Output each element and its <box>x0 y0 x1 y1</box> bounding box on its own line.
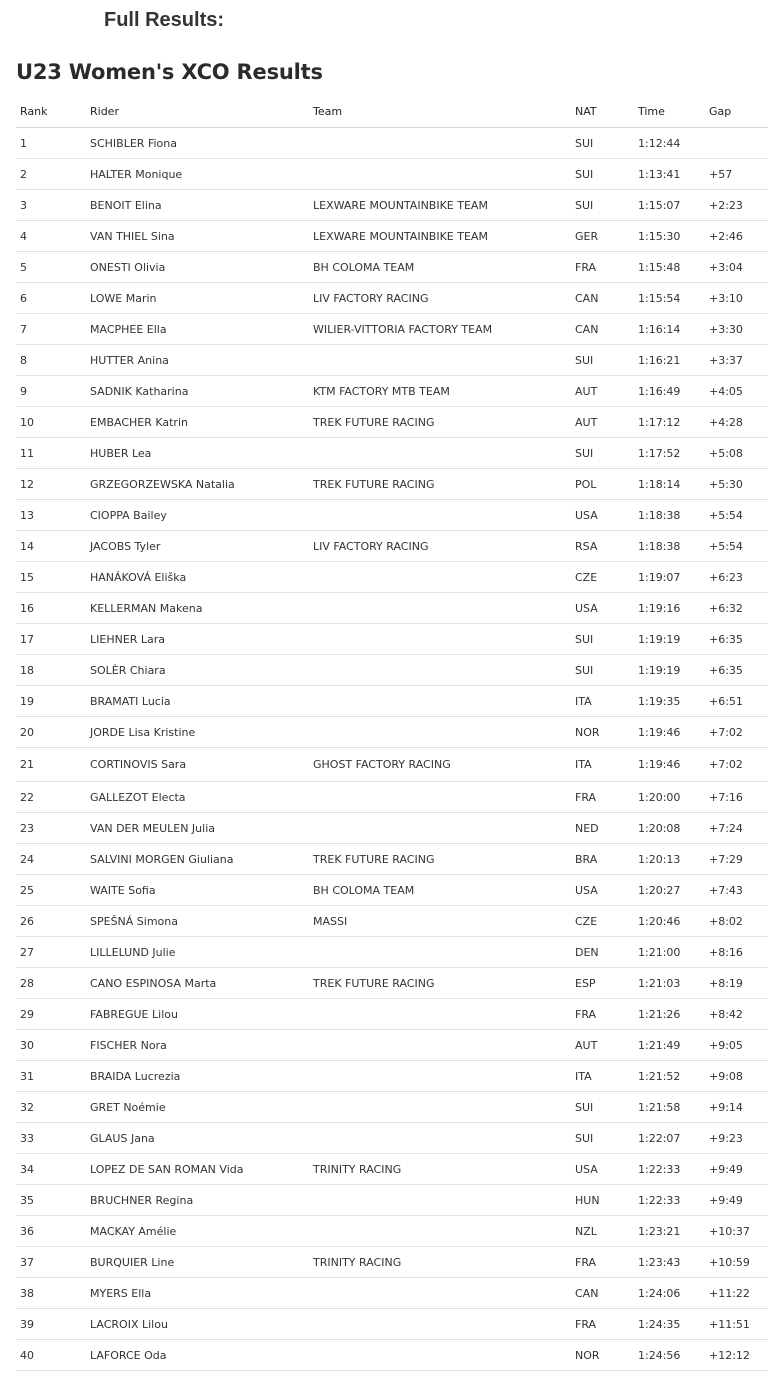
team-cell: KTM FACTORY MTB TEAM <box>309 376 571 407</box>
time-cell: 1:18:38 <box>634 500 705 531</box>
rank-cell: 9 <box>16 376 86 407</box>
gap-cell: +9:14 <box>705 1092 768 1123</box>
table-row <box>16 686 768 717</box>
table-row <box>16 314 768 345</box>
table-row <box>16 1340 768 1371</box>
team-cell: BH COLOMA TEAM <box>309 252 571 283</box>
nat-cell: ITA <box>571 1061 634 1092</box>
rider-cell: MACPHEE Ella <box>86 314 309 345</box>
gap-cell: +6:35 <box>705 655 768 686</box>
gap-cell: +3:37 <box>705 345 768 376</box>
results-body <box>16 128 768 1371</box>
team-cell <box>309 500 571 531</box>
time-cell: 1:21:52 <box>634 1061 705 1092</box>
table-row <box>16 345 768 376</box>
team-cell <box>309 345 571 376</box>
rank-cell: 23 <box>16 813 86 844</box>
rider-cell: JACOBS Tyler <box>86 531 309 562</box>
nat-cell: ITA <box>571 748 634 782</box>
gap-cell: +7:43 <box>705 875 768 906</box>
team-cell: LIV FACTORY RACING <box>309 283 571 314</box>
rank-cell: 20 <box>16 717 86 748</box>
nat-cell: HUN <box>571 1185 634 1216</box>
nat-cell: CAN <box>571 283 634 314</box>
nat-cell: AUT <box>571 376 634 407</box>
time-cell: 1:13:41 <box>634 159 705 190</box>
rank-cell: 3 <box>16 190 86 221</box>
table-row <box>16 813 768 844</box>
nat-cell: SUI <box>571 1123 634 1154</box>
team-cell <box>309 937 571 968</box>
gap-cell: +3:04 <box>705 252 768 283</box>
gap-cell: +7:02 <box>705 748 768 782</box>
gap-cell: +5:54 <box>705 500 768 531</box>
table-row <box>16 593 768 624</box>
gap-cell: +9:49 <box>705 1185 768 1216</box>
results-table <box>16 95 768 1371</box>
rider-cell: SPEŠNÁ Simona <box>86 906 309 937</box>
time-cell: 1:21:49 <box>634 1030 705 1061</box>
rider-cell: BURQUIER Line <box>86 1247 309 1278</box>
gap-cell: +2:23 <box>705 190 768 221</box>
time-cell: 1:15:07 <box>634 190 705 221</box>
rider-cell: HUBER Lea <box>86 438 309 469</box>
time-cell: 1:19:07 <box>634 562 705 593</box>
nat-cell: SUI <box>571 655 634 686</box>
column-header-team: Team <box>309 95 571 128</box>
rank-cell: 24 <box>16 844 86 875</box>
team-cell: MASSI <box>309 906 571 937</box>
time-cell: 1:19:16 <box>634 593 705 624</box>
nat-cell: AUT <box>571 407 634 438</box>
gap-cell: +57 <box>705 159 768 190</box>
table-row <box>16 844 768 875</box>
rank-cell: 29 <box>16 999 86 1030</box>
gap-cell: +2:46 <box>705 221 768 252</box>
nat-cell: FRA <box>571 782 634 813</box>
rank-cell: 27 <box>16 937 86 968</box>
team-cell: TREK FUTURE RACING <box>309 407 571 438</box>
rider-cell: GRET Noémie <box>86 1092 309 1123</box>
time-cell: 1:16:14 <box>634 314 705 345</box>
gap-cell: +9:05 <box>705 1030 768 1061</box>
team-cell <box>309 593 571 624</box>
team-cell: LIV FACTORY RACING <box>309 531 571 562</box>
nat-cell: ITA <box>571 686 634 717</box>
rider-cell: LIEHNER Lara <box>86 624 309 655</box>
rider-cell: MACKAY Amélie <box>86 1216 309 1247</box>
team-cell <box>309 1309 571 1340</box>
team-cell <box>309 999 571 1030</box>
team-cell <box>309 1278 571 1309</box>
table-header-row <box>16 95 768 128</box>
rider-cell: SCHIBLER Fiona <box>86 128 309 159</box>
time-cell: 1:22:07 <box>634 1123 705 1154</box>
gap-cell: +3:30 <box>705 314 768 345</box>
rider-cell: KELLERMAN Makena <box>86 593 309 624</box>
nat-cell: NZL <box>571 1216 634 1247</box>
time-cell: 1:15:30 <box>634 221 705 252</box>
rider-cell: HUTTER Anina <box>86 345 309 376</box>
gap-cell: +3:10 <box>705 283 768 314</box>
gap-cell: +6:32 <box>705 593 768 624</box>
team-cell <box>309 1061 571 1092</box>
team-cell <box>309 1185 571 1216</box>
team-cell <box>309 1216 571 1247</box>
nat-cell: FRA <box>571 999 634 1030</box>
rank-cell: 14 <box>16 531 86 562</box>
nat-cell: DEN <box>571 937 634 968</box>
rank-cell: 40 <box>16 1340 86 1371</box>
nat-cell: CAN <box>571 1278 634 1309</box>
table-row <box>16 438 768 469</box>
nat-cell: SUI <box>571 190 634 221</box>
table-row <box>16 1309 768 1340</box>
time-cell: 1:21:58 <box>634 1092 705 1123</box>
team-cell: BH COLOMA TEAM <box>309 875 571 906</box>
column-header-rider: Rider <box>86 95 309 128</box>
rank-cell: 1 <box>16 128 86 159</box>
page-title: U23 Women's XCO Results <box>16 60 323 84</box>
time-cell: 1:20:46 <box>634 906 705 937</box>
gap-cell: +5:08 <box>705 438 768 469</box>
nat-cell: GER <box>571 221 634 252</box>
team-cell <box>309 813 571 844</box>
rider-cell: LACROIX Lilou <box>86 1309 309 1340</box>
table-row <box>16 1061 768 1092</box>
rider-cell: CORTINOVIS Sara <box>86 748 309 782</box>
time-cell: 1:12:44 <box>634 128 705 159</box>
nat-cell: NOR <box>571 1340 634 1371</box>
nat-cell: SUI <box>571 159 634 190</box>
gap-cell: +11:22 <box>705 1278 768 1309</box>
team-cell <box>309 159 571 190</box>
rider-cell: LOWE Marin <box>86 283 309 314</box>
rider-cell: BRUCHNER Regina <box>86 1185 309 1216</box>
gap-cell: +9:49 <box>705 1154 768 1185</box>
time-cell: 1:17:52 <box>634 438 705 469</box>
rank-cell: 5 <box>16 252 86 283</box>
rider-cell: BRAMATI Lucia <box>86 686 309 717</box>
table-row <box>16 1123 768 1154</box>
rider-cell: VAN DER MEULEN Julia <box>86 813 309 844</box>
time-cell: 1:19:19 <box>634 624 705 655</box>
rank-cell: 22 <box>16 782 86 813</box>
gap-cell: +10:37 <box>705 1216 768 1247</box>
rank-cell: 10 <box>16 407 86 438</box>
rider-cell: BRAIDA Lucrezia <box>86 1061 309 1092</box>
nat-cell: RSA <box>571 531 634 562</box>
time-cell: 1:22:33 <box>634 1154 705 1185</box>
table-row <box>16 500 768 531</box>
rank-cell: 18 <box>16 655 86 686</box>
rider-cell: FISCHER Nora <box>86 1030 309 1061</box>
time-cell: 1:23:21 <box>634 1216 705 1247</box>
team-cell: LEXWARE MOUNTAINBIKE TEAM <box>309 190 571 221</box>
time-cell: 1:16:21 <box>634 345 705 376</box>
rank-cell: 25 <box>16 875 86 906</box>
rank-cell: 13 <box>16 500 86 531</box>
team-cell <box>309 717 571 748</box>
team-cell <box>309 562 571 593</box>
table-row <box>16 159 768 190</box>
team-cell <box>309 1030 571 1061</box>
rank-cell: 4 <box>16 221 86 252</box>
table-row <box>16 906 768 937</box>
gap-cell: +7:16 <box>705 782 768 813</box>
gap-cell: +7:02 <box>705 717 768 748</box>
time-cell: 1:20:00 <box>634 782 705 813</box>
gap-cell: +9:23 <box>705 1123 768 1154</box>
nat-cell: NED <box>571 813 634 844</box>
table-row <box>16 937 768 968</box>
team-cell: TRINITY RACING <box>309 1247 571 1278</box>
table-row <box>16 999 768 1030</box>
nat-cell: FRA <box>571 1247 634 1278</box>
rank-cell: 28 <box>16 968 86 999</box>
time-cell: 1:16:49 <box>634 376 705 407</box>
nat-cell: CZE <box>571 562 634 593</box>
time-cell: 1:21:26 <box>634 999 705 1030</box>
rank-cell: 7 <box>16 314 86 345</box>
nat-cell: CZE <box>571 906 634 937</box>
time-cell: 1:19:35 <box>634 686 705 717</box>
table-row <box>16 407 768 438</box>
nat-cell: AUT <box>571 1030 634 1061</box>
column-header-nat: NAT <box>571 95 634 128</box>
time-cell: 1:15:54 <box>634 283 705 314</box>
time-cell: 1:24:56 <box>634 1340 705 1371</box>
rank-cell: 39 <box>16 1309 86 1340</box>
table-row <box>16 875 768 906</box>
team-cell: WILIER-VITTORIA FACTORY TEAM <box>309 314 571 345</box>
rider-cell: FABREGUE Lilou <box>86 999 309 1030</box>
gap-cell: +4:28 <box>705 407 768 438</box>
table-row <box>16 968 768 999</box>
table-row <box>16 469 768 500</box>
team-cell <box>309 128 571 159</box>
rider-cell: GLAUS Jana <box>86 1123 309 1154</box>
rank-cell: 17 <box>16 624 86 655</box>
time-cell: 1:20:08 <box>634 813 705 844</box>
rank-cell: 12 <box>16 469 86 500</box>
gap-cell: +8:02 <box>705 906 768 937</box>
time-cell: 1:19:46 <box>634 748 705 782</box>
team-cell: GHOST FACTORY RACING <box>309 748 571 782</box>
table-row <box>16 655 768 686</box>
rider-cell: LILLELUND Julie <box>86 937 309 968</box>
time-cell: 1:21:00 <box>634 937 705 968</box>
gap-cell: +7:29 <box>705 844 768 875</box>
table-row <box>16 624 768 655</box>
gap-cell: +6:35 <box>705 624 768 655</box>
rank-cell: 2 <box>16 159 86 190</box>
gap-cell: +7:24 <box>705 813 768 844</box>
team-cell: LEXWARE MOUNTAINBIKE TEAM <box>309 221 571 252</box>
rank-cell: 32 <box>16 1092 86 1123</box>
gap-cell: +4:05 <box>705 376 768 407</box>
table-row <box>16 1278 768 1309</box>
team-cell <box>309 438 571 469</box>
rider-cell: CANO ESPINOSA Marta <box>86 968 309 999</box>
time-cell: 1:22:33 <box>634 1185 705 1216</box>
rank-cell: 33 <box>16 1123 86 1154</box>
team-cell <box>309 1092 571 1123</box>
time-cell: 1:19:19 <box>634 655 705 686</box>
rank-cell: 34 <box>16 1154 86 1185</box>
table-row <box>16 717 768 748</box>
rider-cell: JORDE Lisa Kristine <box>86 717 309 748</box>
gap-cell: +8:19 <box>705 968 768 999</box>
nat-cell: POL <box>571 469 634 500</box>
gap-cell: +5:54 <box>705 531 768 562</box>
gap-cell: +12:12 <box>705 1340 768 1371</box>
nat-cell: SUI <box>571 345 634 376</box>
team-cell: TRINITY RACING <box>309 1154 571 1185</box>
table-row <box>16 1154 768 1185</box>
time-cell: 1:19:46 <box>634 717 705 748</box>
nat-cell: USA <box>571 500 634 531</box>
team-cell <box>309 1123 571 1154</box>
table-row <box>16 1092 768 1123</box>
rider-cell: MYERS Ella <box>86 1278 309 1309</box>
rider-cell: SADNIK Katharina <box>86 376 309 407</box>
rider-cell: ONESTI Olivia <box>86 252 309 283</box>
team-cell: TREK FUTURE RACING <box>309 844 571 875</box>
gap-cell: +11:51 <box>705 1309 768 1340</box>
rank-cell: 8 <box>16 345 86 376</box>
table-row <box>16 128 768 159</box>
rank-cell: 35 <box>16 1185 86 1216</box>
rank-cell: 36 <box>16 1216 86 1247</box>
nat-cell: FRA <box>571 252 634 283</box>
rider-cell: SALVINI MORGEN Giuliana <box>86 844 309 875</box>
time-cell: 1:15:48 <box>634 252 705 283</box>
time-cell: 1:20:13 <box>634 844 705 875</box>
time-cell: 1:18:14 <box>634 469 705 500</box>
rank-cell: 37 <box>16 1247 86 1278</box>
gap-cell: +10:59 <box>705 1247 768 1278</box>
nat-cell: ESP <box>571 968 634 999</box>
rider-cell: HANÁKOVÁ Eliška <box>86 562 309 593</box>
rider-cell: GRZEGORZEWSKA Natalia <box>86 469 309 500</box>
table-row <box>16 221 768 252</box>
rider-cell: SOLÈR Chiara <box>86 655 309 686</box>
rank-cell: 16 <box>16 593 86 624</box>
nat-cell: USA <box>571 875 634 906</box>
rider-cell: LOPEZ DE SAN ROMAN Vida <box>86 1154 309 1185</box>
nat-cell: FRA <box>571 1309 634 1340</box>
gap-cell: +8:16 <box>705 937 768 968</box>
team-cell <box>309 655 571 686</box>
rank-cell: 15 <box>16 562 86 593</box>
team-cell <box>309 624 571 655</box>
rank-cell: 19 <box>16 686 86 717</box>
rank-cell: 26 <box>16 906 86 937</box>
table-row <box>16 782 768 813</box>
nat-cell: CAN <box>571 314 634 345</box>
table-row <box>16 1216 768 1247</box>
rank-cell: 11 <box>16 438 86 469</box>
rider-cell: VAN THIEL Sina <box>86 221 309 252</box>
team-cell: TREK FUTURE RACING <box>309 469 571 500</box>
table-row <box>16 1185 768 1216</box>
rank-cell: 6 <box>16 283 86 314</box>
nat-cell: SUI <box>571 624 634 655</box>
time-cell: 1:18:38 <box>634 531 705 562</box>
time-cell: 1:20:27 <box>634 875 705 906</box>
team-cell <box>309 686 571 717</box>
team-cell: TREK FUTURE RACING <box>309 968 571 999</box>
gap-cell: +6:23 <box>705 562 768 593</box>
rank-cell: 38 <box>16 1278 86 1309</box>
table-row <box>16 562 768 593</box>
table-row <box>16 748 768 782</box>
table-row <box>16 1030 768 1061</box>
time-cell: 1:21:03 <box>634 968 705 999</box>
time-cell: 1:24:06 <box>634 1278 705 1309</box>
full-results-heading: Full Results: <box>104 9 225 31</box>
table-row <box>16 531 768 562</box>
team-cell <box>309 782 571 813</box>
gap-cell: +5:30 <box>705 469 768 500</box>
table-row <box>16 283 768 314</box>
table-row <box>16 252 768 283</box>
gap-cell <box>705 128 768 159</box>
column-header-gap: Gap <box>705 95 768 128</box>
rank-cell: 31 <box>16 1061 86 1092</box>
rider-cell: CIOPPA Bailey <box>86 500 309 531</box>
rider-cell: WAITE Sofia <box>86 875 309 906</box>
team-cell <box>309 1340 571 1371</box>
time-cell: 1:23:43 <box>634 1247 705 1278</box>
nat-cell: SUI <box>571 128 634 159</box>
rank-cell: 30 <box>16 1030 86 1061</box>
time-cell: 1:24:35 <box>634 1309 705 1340</box>
nat-cell: SUI <box>571 438 634 469</box>
rider-cell: LAFORCE Oda <box>86 1340 309 1371</box>
column-header-rank: Rank <box>16 95 86 128</box>
gap-cell: +9:08 <box>705 1061 768 1092</box>
nat-cell: USA <box>571 593 634 624</box>
nat-cell: NOR <box>571 717 634 748</box>
table-row <box>16 1247 768 1278</box>
time-cell: 1:17:12 <box>634 407 705 438</box>
rider-cell: EMBACHER Katrin <box>86 407 309 438</box>
table-row <box>16 376 768 407</box>
rider-cell: GALLEZOT Electa <box>86 782 309 813</box>
gap-cell: +6:51 <box>705 686 768 717</box>
nat-cell: USA <box>571 1154 634 1185</box>
rider-cell: BENOIT Elina <box>86 190 309 221</box>
gap-cell: +8:42 <box>705 999 768 1030</box>
table-row <box>16 190 768 221</box>
rank-cell: 21 <box>16 748 86 782</box>
nat-cell: SUI <box>571 1092 634 1123</box>
rider-cell: HALTER Monique <box>86 159 309 190</box>
nat-cell: BRA <box>571 844 634 875</box>
column-header-time: Time <box>634 95 705 128</box>
